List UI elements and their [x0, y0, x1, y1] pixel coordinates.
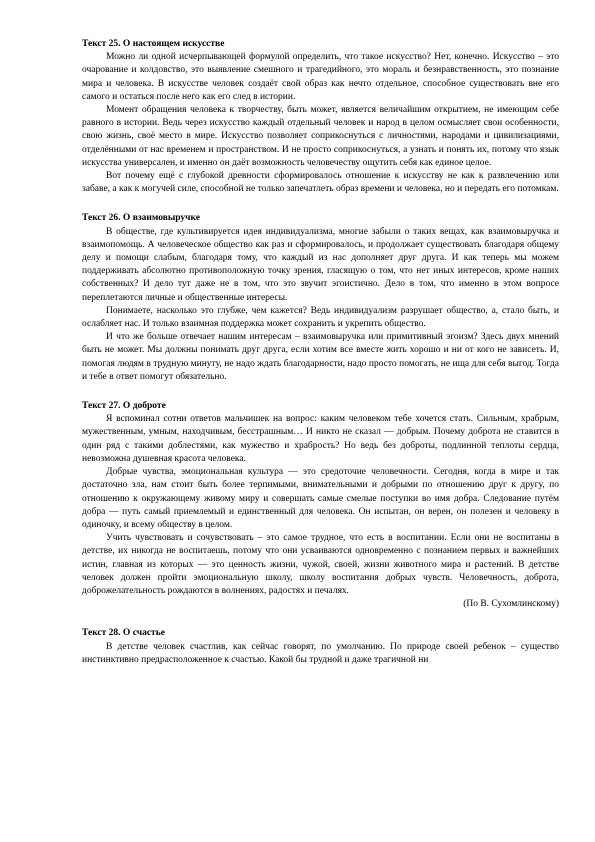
paragraph: Добрые чувства, эмоциональная культура — это средоточие человечности. Сегодня, когда в мире и так достаточно зла, нам стоит быть более терпимыми, внимательными и добрыми по отношению друг к другу, по отношению к окружающему живому миру и совершать самые смелые поступки во имя добра. Следование путём добра — путь самый приемлемый и единственный для человека. Он испытан, он верен, он полезен и человеку в одиночку, и всему обществу в целом. [82, 467, 559, 530]
attribution: (По В. Сухомлинскому) [463, 599, 559, 610]
section-text-26 [82, 212, 559, 384]
paragraph: Можно ли одной исчерпывающей формулой определить, что такое искусство? Нет, конечно. Искусство – это очарование и колдовство, это выявление смешного и трагедийного, это мораль и безнравственность, это познание мира и человека. В искусстве человек создаёт свой образ как нечто отдельное, способное существовать вне его самого и остаться после него как его след в истории. [82, 52, 559, 102]
paragraph: В детстве человек счастлив, как сейчас говорят, по умолчанию. По природе своей ребенок – существо инстинктивно предрасположенное к счастью. Какой бы трудной и даже трагичной ни [82, 641, 559, 665]
section-title: Текст 25. О настоящем искусстве [82, 39, 225, 49]
paragraph: Вот почему ещё с глубокой древности сформировалось отношение к искусству не как к развлечению или забаве, а как к могучей силе, способной не только запечатлеть образ времени и человека, но и передать его потомкам. [82, 171, 559, 195]
paragraph: И что же больше отвечает нашим интересам – взаимовыручка или примитивный эгоизм? Здесь двух мнений быть не может. Мы должны понимать друг друга, если хотим все вместе жить хорошо и ни от кого не зависеть. И, помогая людям в трудную минуту, не надо ждать благодарности, надо просто помогать, не ища для себя выгод. Тогда и тебе в ответ помогут обязательно. [82, 332, 559, 382]
paragraph: Я вспоминал сотни ответов мальчишек на вопрос: каким человеком тебе хочется стать. Сильным, храбрым, мужественным, умным, находчивым, бесстрашным… И никто не сказал — добрым. Почему доброта не ставится в один ряд с такими доблестями, как мужество и храбрость? Но ведь без доброты, подлинной теплоты сердца, невозможна душевная красота человека. [82, 414, 559, 464]
section-title: Текст 26. О взаимовыручке [82, 213, 200, 224]
section-title: Текст 28. О счастье [82, 628, 165, 639]
paragraph: В обществе, где культивируется идея индивидуализма, многие забыли о таких вещах, как взаимовыручка и взаимопомощь. А человеческое общество как раз и сформировалось, и продолжает существовать благодаря общему делу и помощи слабым, благодаря тому, что каждый из нас дополняет друг друга. И как теперь мы можем поддерживать абсолютно противоположную точку зрения, гласящую о том, что нет иных интересов, кроме наших собственных? И дело тут даже не в том, что это звучит эгоистично. Дело в том, что именно в этом вопросе переплетаются личные и общественные интересы. [82, 226, 559, 303]
section-text-25 [82, 38, 559, 196]
paragraph: Понимаете, насколько это глубже, чем кажется? Ведь индивидуализм разрушает общество, а, стало быть, и ослабляет нас. И только взаимная поддержка может сохранить и укрепить общество. [82, 305, 559, 330]
paragraph: Учить чувствовать и сочувствовать – это самое трудное, что есть в воспитании. Если они не воспитаны в детстве, их никогда не воспитаешь, потому что они усваиваются одновременно с познанием первых и важнейших истин, главная из которых — это ценность жизни, чужой, своей, жизни животного мира и растений. В детстве человек должен пройти эмоциональную школу, школу воспитания добрых чувств. Человечность, доброта, доброжелательность рождаются в волнениях, радостях и печалях. [82, 533, 559, 596]
section-title: Текст 27. О доброте [82, 401, 166, 412]
paragraph: Момент обращения человека к творчеству, быть может, является величайшим открытием, не имеющим себе равного в истории. Ведь через искусство каждый отдельный человек и народ в целом осмысляет свои особенности, свою жизнь, своё место в мире. Искусство позволяет соприкоснуться с личностями, народами и цивилизациями, отделёнными от нас временем и пространством. И не просто соприкоснуться, а узнать и понять их, потому что язык искусства универсален, и именно он даёт возможность человечеству ощутить себя как единое целое. [82, 105, 559, 168]
section-text-28 [82, 627, 559, 667]
section-text-27 [82, 400, 559, 611]
